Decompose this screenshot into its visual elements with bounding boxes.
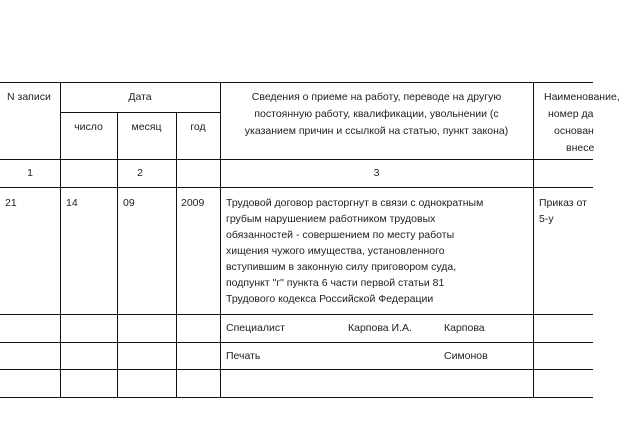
entry-row-border: [0, 314, 593, 315]
entry-text-line: обязанностей - совершением по месту работы: [226, 229, 455, 241]
entry-record-no: 21: [5, 197, 17, 209]
entry-year: 2009: [181, 197, 205, 209]
stamp-signature: Симонов: [444, 350, 488, 362]
col-number-3: 3: [373, 167, 380, 179]
header-doc-line: номер да: [548, 108, 594, 120]
signature-name: Карпова И.А.: [348, 322, 412, 334]
entry-text-line: вступившим в законную силу приговором суда,: [226, 261, 457, 273]
signature-row-border: [0, 342, 593, 343]
entry-text-line: хищения чужого имущества, установленного: [226, 245, 445, 257]
col-divider-info-doc: [533, 82, 534, 397]
entry-doc-line: Приказ от: [539, 197, 587, 209]
numbering-row-border: [0, 187, 593, 188]
table-top-border: [0, 82, 593, 83]
signature-role: Специалист: [226, 322, 285, 334]
entry-text-line: грубым нарушением работником трудовых: [226, 213, 436, 225]
header-doc-line: Наименование,: [544, 91, 620, 103]
signature: Карпова: [444, 322, 485, 334]
header-doc-line: внесе: [566, 142, 595, 154]
header-info-line: постоянную работу, квалификации, увольнении (с: [254, 108, 499, 120]
stamp-row-border: [0, 369, 593, 370]
header-info-line: указанием причин и ссылкой на статью, пункт закона): [244, 125, 509, 137]
col-number-2: 2: [137, 167, 143, 179]
header-doc-line: основан: [554, 125, 594, 137]
col-number-1: 1: [27, 167, 33, 179]
entry-text-line: Трудового кодекса Российской Федерации: [226, 293, 434, 305]
entry-text-line: подпункт "г" пункта 6 части первой статьи 81: [226, 277, 445, 289]
header-record-no: N записи: [7, 91, 51, 103]
header-year: год: [190, 121, 206, 133]
table-bottom-border: [0, 397, 593, 398]
header-day: число: [74, 121, 103, 133]
date-subheader-line: [60, 112, 220, 113]
entry-doc-line: 5-у: [539, 213, 554, 225]
entry-day: 14: [66, 197, 78, 209]
header-bottom-border: [0, 159, 593, 160]
entry-text-line: Трудовой договор расторгнут в связи с однократным: [226, 197, 484, 209]
entry-month: 09: [123, 197, 135, 209]
header-month: месяц: [131, 121, 162, 133]
header-info-line: Сведения о приеме на работу, переводе на другую: [251, 91, 502, 103]
col-divider-day-month: [117, 112, 118, 397]
header-date: Дата: [128, 91, 152, 103]
stamp-label: Печать: [226, 350, 261, 362]
col-divider-month-year: [176, 112, 177, 397]
